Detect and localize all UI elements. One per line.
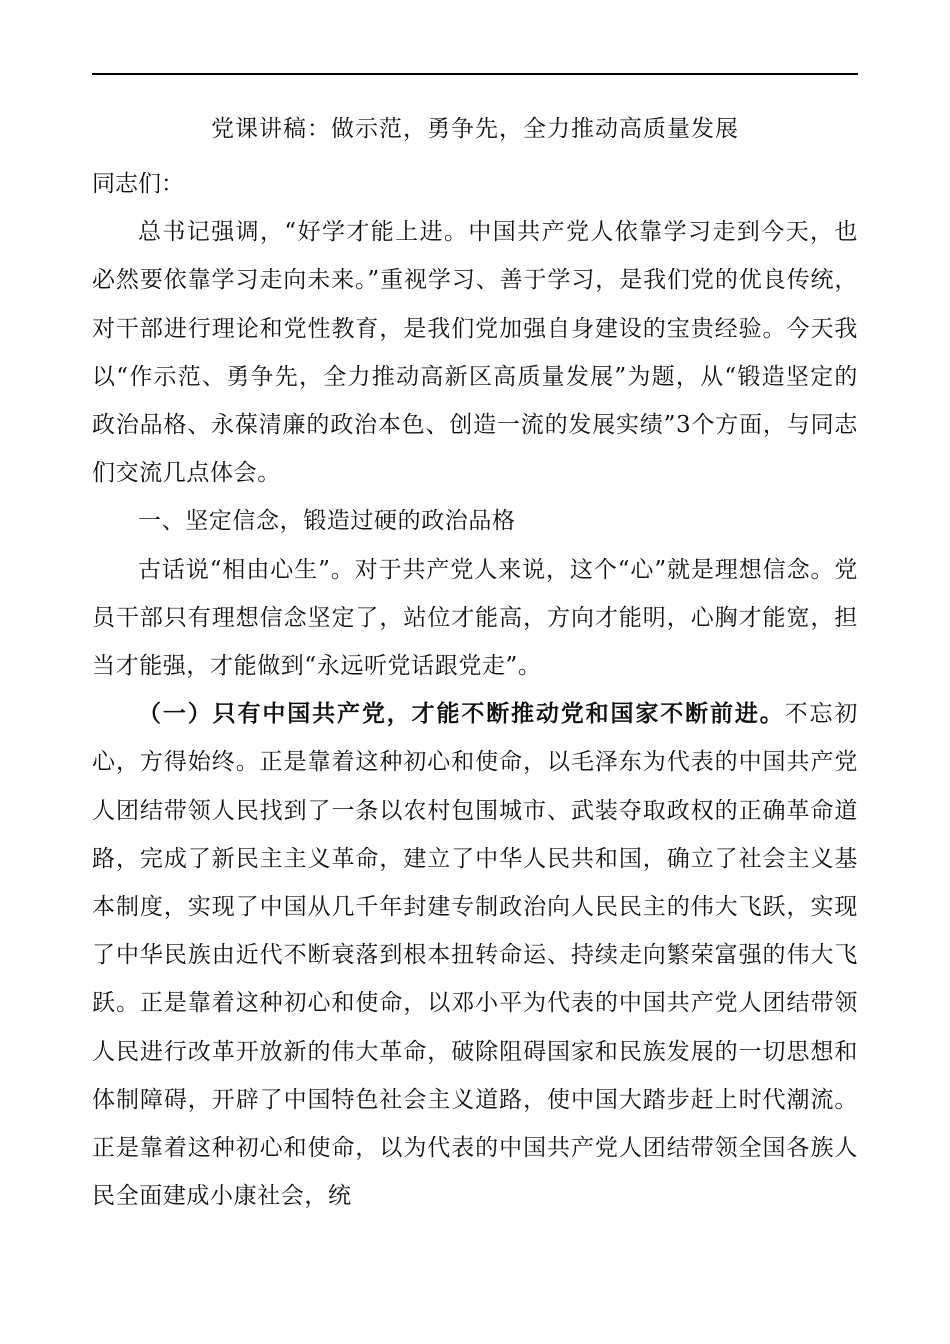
salutation: 同志们： [92, 171, 184, 197]
document-title: 党课讲稿：做示范，勇争先，全力推动高质量发展 [211, 116, 739, 142]
document-body [92, 160, 858, 1220]
subsection-heading: （一）只有中国共产党，才能不断推动党和国家不断前进。 [138, 700, 785, 728]
header-rule [92, 73, 858, 75]
subsection-text: 不忘初心，方得始终。正是靠着这种初心和使命，以毛泽东为代表的中国共产党人团结带领人民找到了一条以农村包围城市、武装夺取政权的正确革命道路，完成了新民主主义革命，建立了中华人民共和国，确立了社会主义基本制度，实现了中国从几千年封建专制政治向人民民主的伟大飞跃，实现了中华民族由近代不断衰落到根本扭转命运、持续走向繁荣富强的伟大飞跃。正是靠着这种初心和使命，以邓小平为代表的中国共产党人团结带领人民进行改革开放新的伟大革命，破除阻碍国家和民族发展的一切思想和体制障碍，开辟了中国特色社会主义道路，使中国大踏步赶上时代潮流。正是靠着这种初心和使命，以为代表的中国共产党人团结带领全国各族人民全面建成小康社会，统 [92, 701, 858, 1210]
subsection-paragraph [92, 690, 858, 1220]
intro-paragraph: 总书记强调，“好学才能上进。中国共产党人依靠学习走到今天，也必然要依靠学习走向未来。”重视学习、善于学习，是我们党的优良传统，对干部进行理论和党性教育，是我们党加强自身建设的宝贵经验。今天我以“作示范、勇争先，全力推动高新区高质量发展”为题，从“锻造坚定的政治品格、永葆清廉的政治本色、创造一流的发展实绩”3个方面，与同志们交流几点体会。 [92, 219, 858, 487]
section-intro-paragraph: 古话说“相由心生”。对于共产党人来说，这个“心”就是理想信念。党员干部只有理想信念坚定了，站位才能高，方向才能明，心胸才能宽，担当才能强，才能做到“永远听党话跟党走”。 [92, 556, 858, 680]
section-heading: 一、坚定信念，锻造过硬的政治品格 [138, 508, 516, 535]
